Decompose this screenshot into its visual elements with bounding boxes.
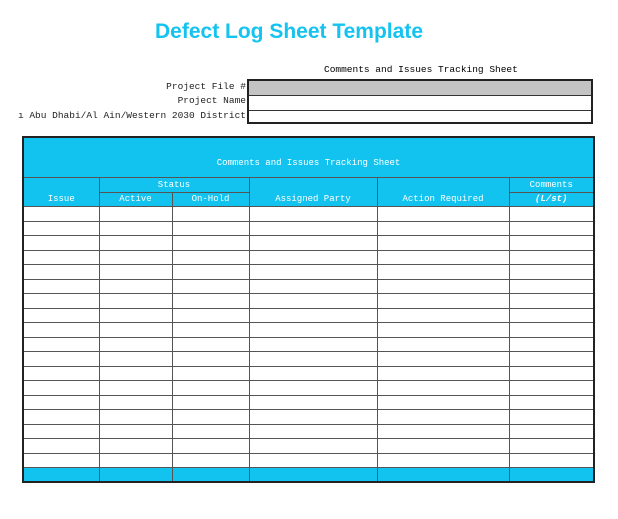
table-cell[interactable] (172, 366, 249, 381)
project-file-field[interactable] (249, 81, 591, 96)
table-cell[interactable] (172, 294, 249, 309)
table-cell[interactable] (172, 381, 249, 396)
table-cell[interactable] (23, 250, 99, 265)
table-cell[interactable] (509, 424, 594, 439)
table-cell[interactable] (249, 337, 377, 352)
table-cell[interactable] (377, 352, 509, 367)
table-cell[interactable] (172, 395, 249, 410)
table-cell[interactable] (99, 207, 172, 222)
sheet-subtitle: Comments and Issues Tracking Sheet (324, 64, 518, 75)
table-cell[interactable] (509, 453, 594, 468)
table-row (23, 250, 594, 265)
table-row (23, 308, 594, 323)
col-header-assigned: Assigned Party (249, 178, 377, 207)
table-row (23, 236, 594, 251)
table-cell[interactable] (509, 250, 594, 265)
table-cell[interactable] (99, 323, 172, 338)
table-cell[interactable] (99, 410, 172, 425)
table-cell[interactable] (99, 308, 172, 323)
table-cell[interactable] (509, 366, 594, 381)
table-cell[interactable] (172, 265, 249, 280)
table-cell[interactable] (23, 323, 99, 338)
table-cell[interactable] (509, 236, 594, 251)
project-file-label: Project File # (166, 81, 246, 92)
table-cell[interactable] (249, 294, 377, 309)
table-cell[interactable] (99, 352, 172, 367)
table-cell[interactable] (249, 265, 377, 280)
table-cell[interactable] (99, 294, 172, 309)
table-cell[interactable] (377, 453, 509, 468)
table-cell[interactable] (509, 279, 594, 294)
table-cell[interactable] (172, 236, 249, 251)
table-cell[interactable] (172, 308, 249, 323)
table-cell[interactable] (377, 294, 509, 309)
col-header-active: Active (99, 192, 172, 207)
table-cell[interactable] (23, 221, 99, 236)
table-footer-row (23, 468, 594, 483)
table-cell[interactable] (377, 323, 509, 338)
table-cell[interactable] (172, 279, 249, 294)
table-cell[interactable] (509, 221, 594, 236)
table-cell[interactable] (172, 352, 249, 367)
table-cell[interactable] (509, 265, 594, 280)
table-cell[interactable] (23, 424, 99, 439)
table-cell[interactable] (23, 381, 99, 396)
table-row (23, 294, 594, 309)
table-cell[interactable] (99, 337, 172, 352)
footer-cell (509, 468, 594, 483)
table-cell[interactable] (509, 337, 594, 352)
table-cell[interactable] (23, 294, 99, 309)
table-cell[interactable] (249, 352, 377, 367)
table-cell[interactable] (509, 439, 594, 454)
table-cell[interactable] (377, 424, 509, 439)
table-row (23, 395, 594, 410)
table-cell[interactable] (99, 250, 172, 265)
tracking-table (22, 136, 593, 474)
table-row (23, 207, 594, 222)
table-cell[interactable] (249, 323, 377, 338)
footer-cell (377, 468, 509, 483)
table-row (23, 265, 594, 280)
district-field[interactable] (249, 111, 591, 122)
table-cell[interactable] (99, 395, 172, 410)
table-cell[interactable] (249, 424, 377, 439)
col-header-status: Status (99, 178, 249, 193)
table-row (23, 453, 594, 468)
table-cell[interactable] (172, 221, 249, 236)
table-cell[interactable] (249, 207, 377, 222)
table-cell[interactable] (172, 439, 249, 454)
table-row (23, 424, 594, 439)
table-cell[interactable] (249, 236, 377, 251)
col-header-comments-sub: (L/st) (509, 192, 594, 207)
col-header-issue: Issue (23, 178, 99, 207)
footer-cell (99, 468, 172, 483)
table-cell[interactable] (509, 294, 594, 309)
table-cell[interactable] (377, 381, 509, 396)
table-cell[interactable] (377, 439, 509, 454)
sheet-title: Defect Log Sheet Template (155, 20, 423, 43)
table-cell[interactable] (172, 323, 249, 338)
table-cell[interactable] (377, 207, 509, 222)
table-cell[interactable] (23, 352, 99, 367)
table-cell[interactable] (23, 453, 99, 468)
col-header-action: Action Required (377, 178, 509, 207)
table-row (23, 221, 594, 236)
table-cell[interactable] (377, 265, 509, 280)
table-row (23, 381, 594, 396)
table-cell[interactable] (23, 337, 99, 352)
table-cell[interactable] (172, 207, 249, 222)
table-row (23, 439, 594, 454)
table-cell[interactable] (99, 453, 172, 468)
table-cell[interactable] (509, 207, 594, 222)
table-cell[interactable] (377, 337, 509, 352)
table-cell[interactable] (249, 381, 377, 396)
col-header-onhold: On-Hold (172, 192, 249, 207)
table-cell[interactable] (377, 236, 509, 251)
footer-cell (23, 468, 99, 483)
table-cell[interactable] (23, 279, 99, 294)
table-cell[interactable] (172, 337, 249, 352)
table-cell[interactable] (377, 395, 509, 410)
table-cell[interactable] (377, 308, 509, 323)
table-cell[interactable] (99, 265, 172, 280)
table-cell[interactable] (172, 410, 249, 425)
table-cell[interactable] (509, 323, 594, 338)
footer-cell (249, 468, 377, 483)
footer-cell (172, 468, 249, 483)
table-cell[interactable] (249, 395, 377, 410)
table-cell[interactable] (23, 410, 99, 425)
table-cell[interactable] (377, 221, 509, 236)
table-cell[interactable] (249, 308, 377, 323)
table-row (23, 410, 594, 425)
table-cell[interactable] (172, 250, 249, 265)
table-cell[interactable] (509, 410, 594, 425)
table-cell[interactable] (99, 366, 172, 381)
table-cell[interactable] (509, 352, 594, 367)
table-cell[interactable] (99, 381, 172, 396)
table-cell[interactable] (509, 308, 594, 323)
table-cell[interactable] (99, 236, 172, 251)
table-cell[interactable] (249, 410, 377, 425)
table-row (23, 366, 594, 381)
table-cell[interactable] (172, 424, 249, 439)
table-cell[interactable] (99, 439, 172, 454)
table-cell[interactable] (249, 221, 377, 236)
table-cell[interactable] (509, 381, 594, 396)
district-label: ı Abu Dhabi/Al Ain/Western 2030 District (17, 110, 246, 121)
table-row (23, 323, 594, 338)
col-header-comments: Comments (509, 178, 594, 193)
project-info-box (247, 79, 593, 124)
table-cell[interactable] (99, 221, 172, 236)
table-cell[interactable] (99, 424, 172, 439)
project-name-label: Project Name (177, 95, 246, 106)
table-row (23, 352, 594, 367)
table-cell[interactable] (377, 410, 509, 425)
table-cell[interactable] (249, 250, 377, 265)
table-cell[interactable] (23, 236, 99, 251)
table-cell[interactable] (249, 279, 377, 294)
table-row (23, 337, 594, 352)
table-cell[interactable] (23, 439, 99, 454)
table-banner: Comments and Issues Tracking Sheet (23, 137, 594, 178)
table-cell[interactable] (23, 366, 99, 381)
table-cell[interactable] (249, 453, 377, 468)
table-cell[interactable] (23, 265, 99, 280)
table-cell[interactable] (172, 453, 249, 468)
project-name-field[interactable] (249, 96, 591, 111)
table-cell[interactable] (249, 366, 377, 381)
table-row (23, 279, 594, 294)
table-cell[interactable] (509, 395, 594, 410)
table-cell[interactable] (377, 366, 509, 381)
table-cell[interactable] (377, 250, 509, 265)
table-cell[interactable] (377, 279, 509, 294)
table-cell[interactable] (23, 395, 99, 410)
table-cell[interactable] (99, 279, 172, 294)
table-cell[interactable] (23, 308, 99, 323)
table-cell[interactable] (249, 439, 377, 454)
table-cell[interactable] (23, 207, 99, 222)
